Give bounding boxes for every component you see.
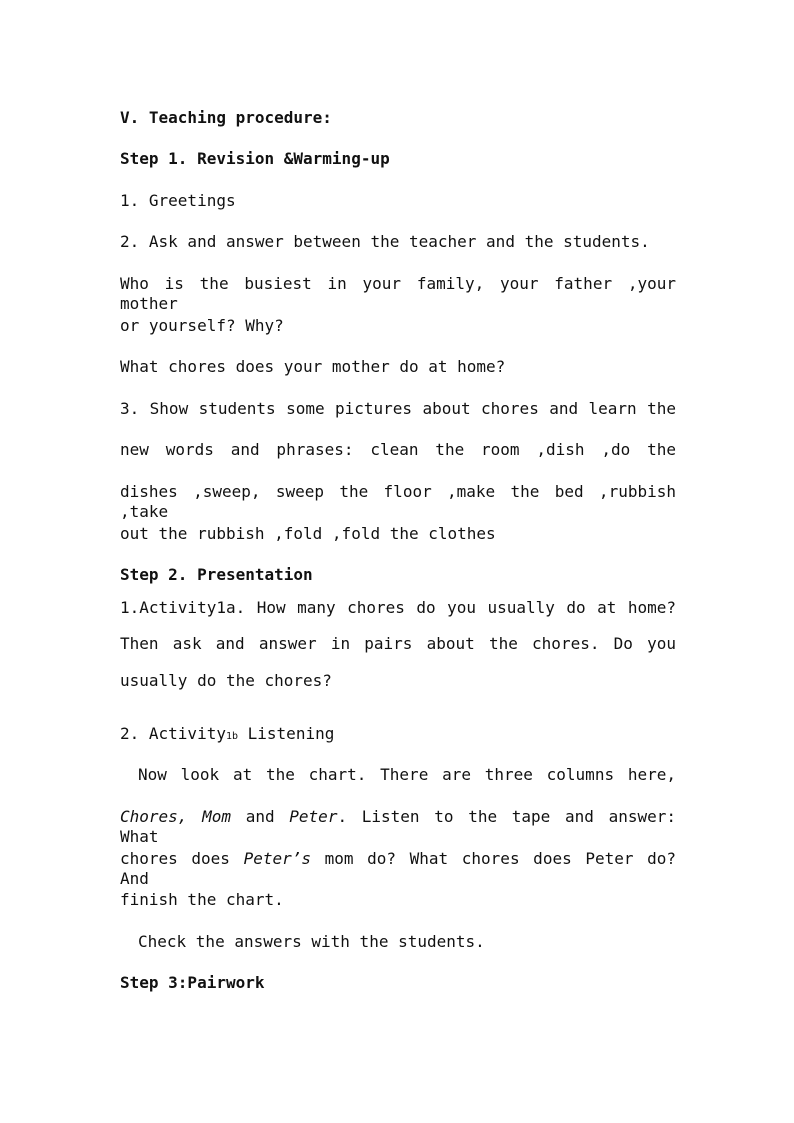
- activity1-line2: Then ask and answer in pairs about the chores. Do you: [120, 634, 676, 653]
- para1-line2-peter: Peter: [289, 807, 338, 826]
- item3-line1: 3. Show students some pictures about chores and learn the: [120, 399, 676, 418]
- step1-item1: 1. Greetings: [120, 191, 236, 210]
- activity1-line1: 1.Activity1a. How many chores do you usually do at home?: [120, 598, 676, 617]
- activity2-suffix: Listening: [238, 724, 335, 743]
- section-title: V. Teaching procedure:: [120, 108, 332, 127]
- item3-line4: out the rubbish ,fold ,fold the clothes: [120, 524, 496, 543]
- question1-line2: or yourself? Why?: [120, 316, 284, 335]
- activity2-sub: 1b: [225, 731, 239, 742]
- item3-line2: new words and phrases: clean the room ,dish ,do the: [120, 440, 676, 459]
- para1-line2-and: and: [231, 807, 290, 826]
- activity1-line3: usually do the chores?: [120, 671, 332, 690]
- para1-line2-rest: . Listen to the tape and answer: What: [120, 807, 676, 846]
- question2: What chores does your mother do at home?: [120, 357, 506, 376]
- activity2-prefix: 2. Activity: [120, 724, 226, 743]
- step3-heading: Step 3:Pairwork: [120, 973, 265, 992]
- para1-line3-italic: Peter’s: [243, 849, 311, 868]
- item3-line3: dishes ,sweep, sweep the floor ,make the bed ,rubbish ,take: [120, 482, 676, 521]
- step1-heading: Step 1. Revision &Warming-up: [120, 149, 390, 168]
- para1-line2-italic: Chores, Mom: [120, 807, 232, 826]
- para1-line3: [120, 849, 676, 889]
- step1-item2: 2. Ask and answer between the teacher and the students.: [120, 232, 650, 251]
- para1-line3-start: chores does: [120, 849, 244, 868]
- para1-line1: Now look at the chart. There are three columns here,: [138, 765, 676, 784]
- activity2-line: [120, 724, 676, 747]
- step2-heading: Step 2. Presentation: [120, 565, 313, 584]
- para1-line3-rest: mom do? What chores does Peter do? And: [120, 849, 677, 888]
- para1-line2: [120, 807, 676, 847]
- para1-line4: finish the chart.: [120, 890, 284, 909]
- question1-line1: Who is the busiest in your family, your father ,your mother: [120, 274, 676, 313]
- para2: Check the answers with the students.: [138, 932, 485, 951]
